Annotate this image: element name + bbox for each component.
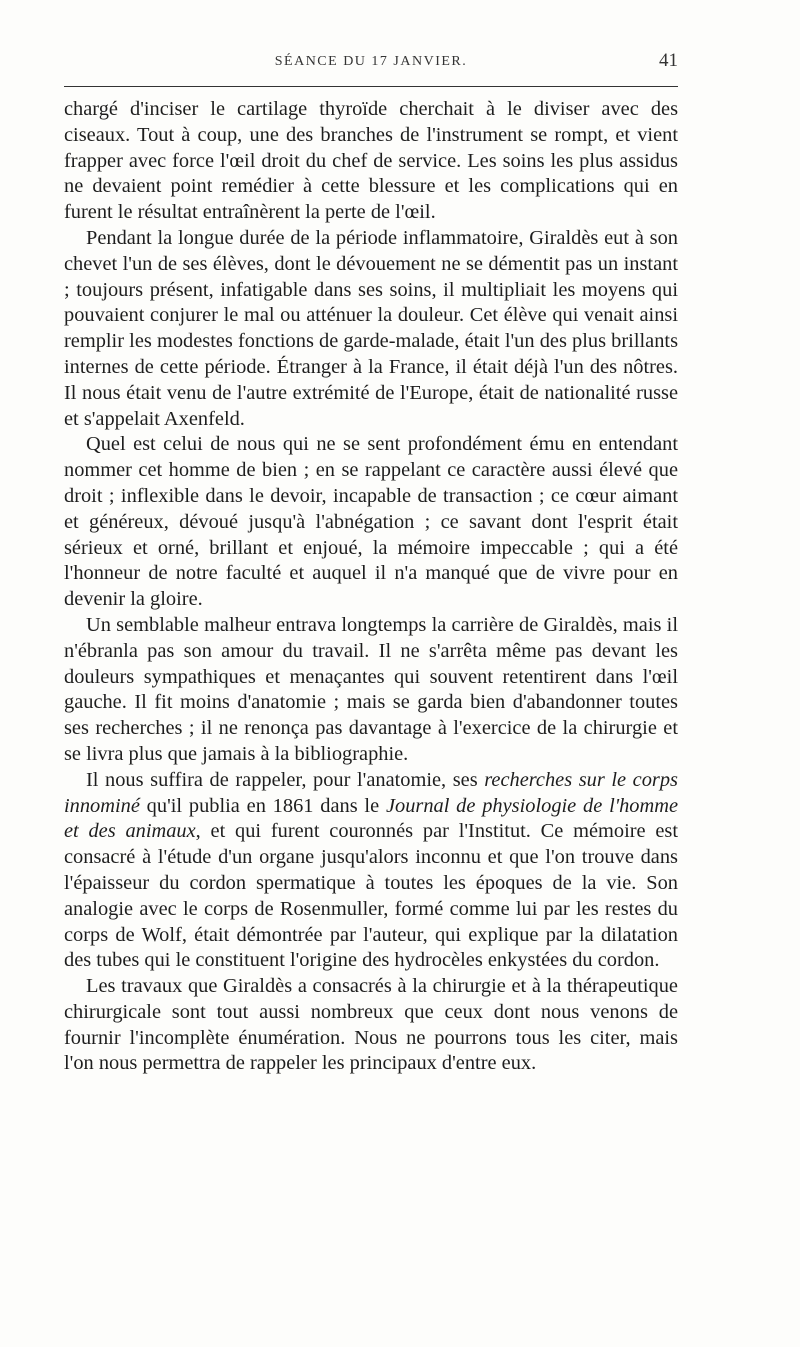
paragraph-axenfeld-intro: Pendant la longue durée de la période inflammatoire, Giraldès eut à son chevet l'un de ses élèves, dont le dévouement ne se démentit pas un instant ; toujours présent, infatigable dans ses soins, il multipliait les moyens qui pouvaient conjurer le mal ou atténuer la douleur. Cet élève qui venait ainsi remplir les modestes fonctions de garde-malade, était l'un des plus brillants internes de cette période. Étranger à la France, il était déjà l'un des nôtres. Il nous était venu de l'autre extrémité de l'Europe, était de nationalité russe et s'appelait Axenfeld. (64, 226, 678, 430)
paragraph-misfortune: Un semblable malheur entrava longtemps la carrière de Giraldès, mais il n'ébranla pas son amour du travail. Il ne s'arrêta même pas devant les douleurs sympathiques et menaçantes qui souvent retentirent dans l'œil gauche. Il fit moins d'anatomie ; mais se garda bien d'abandonner toutes ses recherches ; il ne renonça pas davantage à l'exercice de la chirurgie et se livra plus que jamais à la bibliographie. (64, 613, 678, 765)
page-number: 41 (659, 50, 678, 71)
paragraph-axenfeld-tribute: Quel est celui de nous qui ne se sent profondément ému en entendant nommer cet homme de bien ; en se rappelant ce caractère aussi élevé que droit ; inflexible dans le devoir, incapable de transaction ; ce cœur aimant et généreux, dévoué jusqu'à l'abnégation ; ce savant dont l'esprit était sérieux et orné, brillant et enjoué, la mémoire impeccable ; qui a été l'honneur de notre faculté et auquel il n'a manqué que de vivre pour en devenir la gloire. (64, 433, 678, 611)
running-title: SÉANCE DU 17 JANVIER. (274, 54, 468, 69)
body-text (64, 97, 678, 1077)
italic-title-journal: Journal de physiologie de l'homme et des animaux (64, 794, 678, 843)
header-rule (64, 86, 678, 87)
paragraph-surgery-works: Les travaux que Giraldès a consacrés à la chirurgie et à la thérapeutique chirurgicale sont tout aussi nombreux que ceux dont nous venons de fournir l'incomplète énumération. Nous ne pourrons tous les citer, mais l'on nous permettra de rappeler les principaux d'entre eux. (64, 975, 678, 1075)
italic-title-research: recherches sur le corps innominé (64, 768, 678, 817)
text-segment: qu'il publia en 1861 dans le (139, 794, 386, 817)
text-segment: Il nous suffira de rappeler, pour l'anatomie, ses (86, 768, 485, 791)
paragraph-anatomy-research (64, 768, 678, 974)
book-page (64, 48, 678, 1077)
text-segment: , et qui furent couronnés par l'Institut. Ce mémoire est consacré à l'étude d'un organe jusqu'alors inconnu et que l'on trouve dans l'épaisseur du cordon spermatique à toutes les époques de la vie. Son analogie avec le corps de Rosenmuller, formé comme lui par les restes du corps de Wolf, était démontrée par l'auteur, qui explique par la dilatation des tubes qui le constituent l'origine des hydrocèles enkystées du cordon. (64, 820, 678, 972)
paragraph-continuation: chargé d'inciser le cartilage thyroïde cherchait à le diviser avec des ciseaux. Tout à coup, une des branches de l'instrument se rompt, et vient frapper avec force l'œil droit du chef de service. Les soins les plus assidus ne devaient point remédier à cette blessure et les complications qui en furent le résultat entraînèrent la perte de l'œil. (64, 98, 678, 224)
running-header (64, 48, 678, 78)
